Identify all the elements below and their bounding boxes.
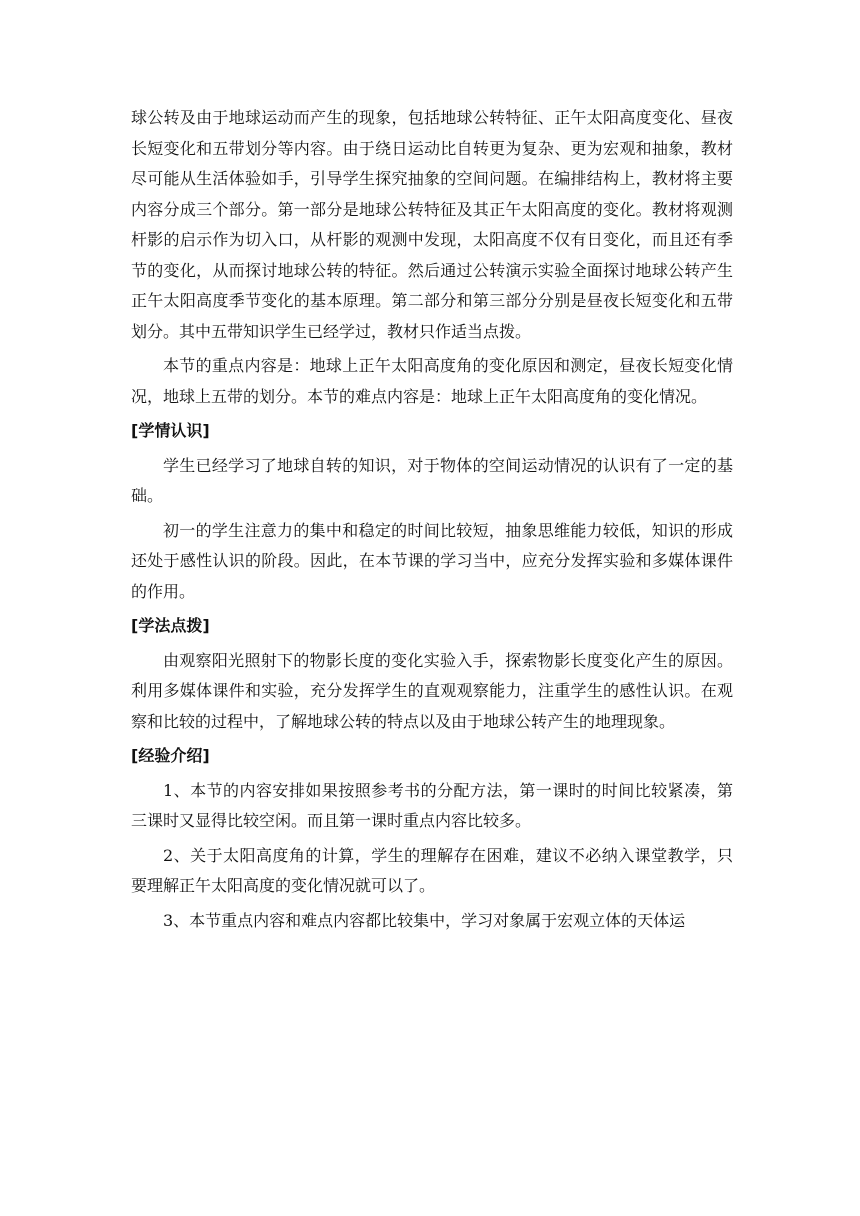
section-paragraph: 初一的学生注意力的集中和稳定的时间比较短，抽象思维能力较低，知识的形成还处于感性认识的阶段。因此，在本节课的学习当中，应充分发挥实验和多媒体课件的作用。: [131, 520, 733, 601]
section-heading-student-situation: [学情认识]: [131, 421, 210, 440]
experience-item-3: 3、本节重点内容和难点内容都比较集中，学习对象属于宏观立体的天体运: [163, 910, 686, 930]
experience-item-2: 2、关于太阳高度角的计算，学生的理解存在困难，建议不必纳入课堂教学，只要理解正午太阳高度的变化情况就可以了。: [131, 845, 733, 895]
section-heading-learning-method: [学法点拨]: [131, 616, 210, 635]
section-paragraph: 由观察阳光照射下的物影长度的变化实验入手，探索物影长度变化产生的原因。利用多媒体课件和实验，充分发挥学生的直观观察能力，注重学生的感性认识。在观察和比较的过程中，了解地球公转的特点以及由于地球公转产生的地理现象。: [131, 650, 733, 731]
section-paragraph: 学生已经学习了地球自转的知识，对于物体的空间运动情况的认识有了一定的基础。: [131, 455, 733, 505]
key-points-paragraph: 本节的重点内容是：地球上正午太阳高度角的变化原因和测定，昼夜长短变化情况，地球上五带的划分。本节的难点内容是：地球上正午太阳高度角的变化情况。: [131, 356, 733, 406]
intro-paragraph-continued: 球公转及由于地球运动而产生的现象，包括地球公转特征、正午太阳高度变化、昼夜长短变化和五带划分等内容。由于绕日运动比自转更为复杂、更为宏观和抽象，教材尽可能从生活体验如手，引导学生探究抽象的空间问题。在编排结构上，教材将主要内容分成三个部分。第一部分是地球公转特征及其正午太阳高度的变化。教材将观测杆影的启示作为切入口，从杆影的观测中发现，太阳高度不仅有日变化，而且还有季节的变化，从而探讨地球公转的特征。然后通过公转演示实验全面探讨地球公转产生正午太阳高度季节变化的基本原理。第二部分和第三部分分别是昼夜长短变化和五带划分。其中五带知识学生已经学过，教材只作适当点拨。: [131, 108, 733, 341]
document-body: [131, 103, 733, 940]
experience-item-1: 1、本节的内容安排如果按照参考书的分配方法，第一课时的时间比较紧凑，第三课时又显得比较空闲。而且第一课时重点内容比较多。: [131, 780, 733, 830]
section-heading-experience: [经验介绍]: [131, 746, 210, 765]
